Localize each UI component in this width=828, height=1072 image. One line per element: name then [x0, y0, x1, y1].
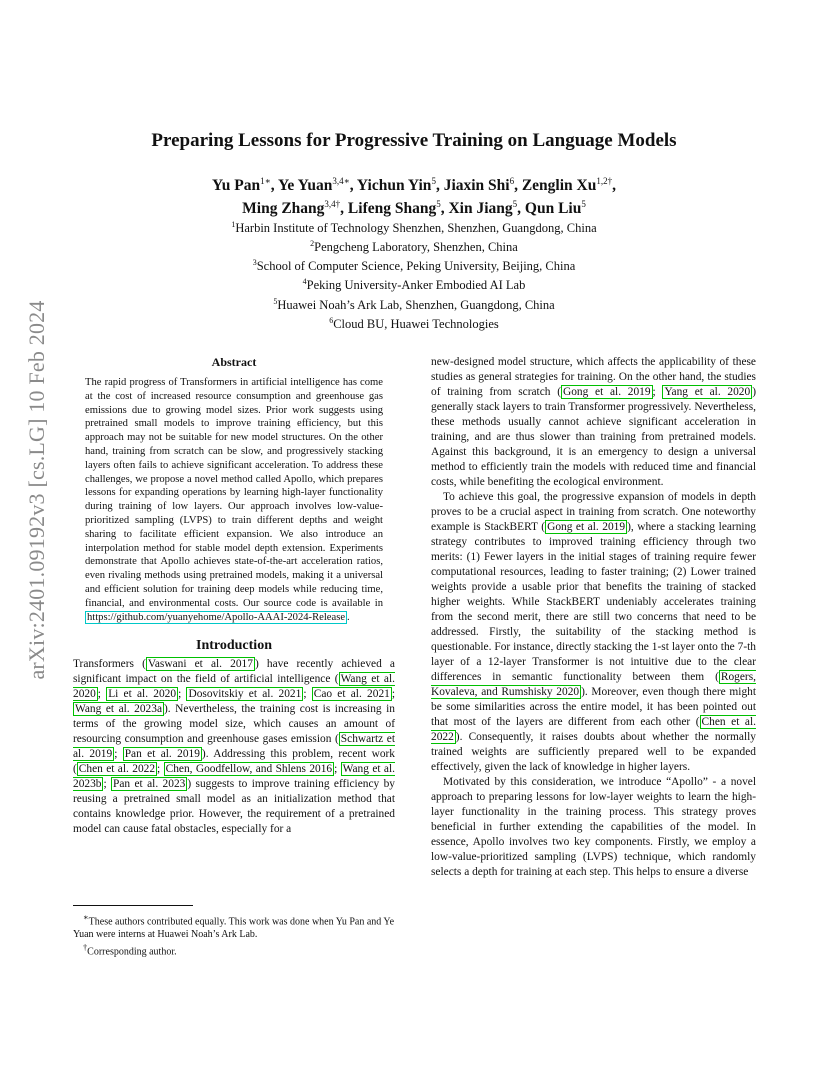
- right-paragraph-2: [431, 490, 756, 775]
- author-name: Jiaxin Shi: [443, 177, 510, 195]
- affiliation-text: Cloud BU, Huawei Technologies: [333, 316, 499, 331]
- body-text: ;: [334, 763, 341, 776]
- body-text: ). Consequently, it raises doubts about whether the normally trained weights are sufficiently prepared well to be expanded effectively, given the lack of knowledge in higher layers.: [431, 731, 756, 773]
- citation-link[interactable]: Wang et al. 2020: [73, 673, 395, 701]
- footnote: [73, 911, 395, 941]
- affiliation-line: [0, 294, 828, 313]
- author-affiliation-marker: 5: [512, 199, 518, 210]
- affiliation-list: [0, 217, 828, 332]
- abstract-body: [73, 376, 395, 624]
- affiliation-text: Harbin Institute of Technology Shenzhen, Shenzhen, Guangdong, China: [235, 221, 597, 236]
- body-text: To achieve this goal, the progressive expansion of models in depth proves to be a crucial aspect in training from scratch. One noteworthy example is StackBERT (: [431, 491, 756, 533]
- citation-link[interactable]: Schwartz et al. 2019: [73, 733, 395, 761]
- affiliation-line: [0, 274, 828, 293]
- abstract-text: The rapid progress of Transformers in artificial intelligence has come at the cost of increased resource consumption and greenhouse gas emissions due to growing model sizes. Prior work suggests using pretrained small models to improve training efficiency, but this approach may not be suitable for new model structures. On the other hand, training from scratch can be slow, and progressively stacking layers often fails to achieve significant acceleration. To address these challenges, we propose a novel method called Apollo, which prepares lessons for expanding operations by learning high-layer functionality during training of low layers. Our approach involves low-value-prioritized sampling (LVPS) to train different depths and weight sharing to facilitate efficient expansion. We also introduce an interpolation method for stable model depth extension. Experiments demonstrate that Apollo achieves state-of-the-art acceleration ratios, even rivaling methods using pretrained models, making it a universal and efficient solution for training deep models while reducing time, financial, and environmental costs. Our source code is available in: [85, 377, 383, 609]
- affiliation-marker: 1: [231, 220, 236, 229]
- body-text: Motivated by this consideration, we introduce “Apollo” - a novel approach to preparing lessons for low-layer weights to learn the high-layer functionality in the training process. This strategy proves beneficial in further extending the capabilities of the model. In essence, Apollo involves two key components. Firstly, we employ a low-value-prioritized sampling (LVPS) technique, which randomly selects a depth for training at each step. This helps to ensure a diverse: [431, 776, 756, 878]
- footnote: [73, 941, 395, 958]
- affiliation-marker: 6: [329, 315, 334, 325]
- author-name: Zenglin Xu: [521, 177, 597, 195]
- citation-link[interactable]: Chen et al. 2022: [431, 716, 756, 743]
- author-name: Yichun Yin: [356, 177, 432, 195]
- author-affiliation-marker: 3,4†: [324, 199, 341, 210]
- paper-title: Preparing Lessons for Progressive Training on Language Models: [151, 130, 677, 151]
- affiliation-text: Pengcheng Laboratory, Shenzhen, China: [314, 240, 518, 255]
- citation-link[interactable]: Cao et al. 2021: [313, 688, 390, 701]
- body-text: ) suggests to improve training efficiency by reusing a pretrained small model as an initialization method that contains knowledge prior. However, the requirement of a pretrained model can cause fatal obstacles, especially for a: [73, 778, 395, 836]
- affiliation-line: [0, 313, 828, 332]
- footnote-marker: ∗: [83, 913, 89, 922]
- body-text: ). Addressing this problem, recent work (: [73, 748, 396, 776]
- author-affiliation-marker: 5: [436, 199, 441, 210]
- citation-link[interactable]: Chen et al. 2022: [78, 763, 156, 776]
- body-text: ;: [303, 688, 312, 701]
- source-code-link[interactable]: https://github.com/yuanyehome/Apollo-AAAI-2024-Release: [87, 611, 346, 623]
- author-name: Ye Yuan: [277, 177, 333, 195]
- body-text: ;: [391, 688, 396, 701]
- author-affiliation-marker: 6: [509, 176, 515, 186]
- body-text: new-designed model structure, which affects the applicability of these studies as general strategies for training. On the other hand, the studies of training from scratch (: [431, 356, 756, 398]
- footnote-text: These authors contributed equally. This work was done when Yu Pan and Ye Yuan were interns at Huawei Noah’s Ark Lab.: [73, 916, 395, 941]
- citation-link[interactable]: Wang et al. 2023b: [73, 763, 395, 791]
- author-name: Ming Zhang: [242, 200, 325, 218]
- affiliation-text: Peking University-Anker Embodied AI Lab: [306, 278, 526, 293]
- author-affiliation-marker: 1∗: [260, 176, 271, 186]
- abstract-heading: Abstract: [211, 355, 257, 369]
- author-affiliation-marker: 3,4∗: [332, 176, 350, 186]
- affiliation-marker: 5: [273, 296, 278, 306]
- right-paragraph-3: [431, 775, 756, 880]
- introduction-heading: Introduction: [196, 638, 272, 654]
- footnotes: [73, 905, 395, 959]
- author-name: Yu Pan: [212, 177, 261, 195]
- right-paragraph-1: [431, 355, 756, 490]
- author-affiliation-marker: 5: [431, 176, 436, 186]
- intro-paragraph-1: [73, 657, 395, 837]
- citation-link[interactable]: Gong et al. 2019: [547, 521, 626, 533]
- body-text: ). Moreover, even though there might be some similarities across the entire model, it has been pointed out that most of the layers are different from each other (: [431, 686, 757, 728]
- affiliation-text: School of Computer Science, Peking University, Beijing, China: [256, 259, 576, 274]
- body-text: ) have recently achieved a significant impact on the field of artificial intelligence (: [73, 658, 395, 686]
- body-text: ). Nevertheless, the training cost is increasing in terms of the growing model size, which causes an amount of resourcing consumption and greenhouse gases emission (: [73, 703, 396, 746]
- affiliation-marker: 2: [310, 239, 315, 249]
- author-name: Lifeng Shang: [347, 200, 437, 218]
- affiliation-line: [0, 255, 828, 274]
- author-affiliation-marker: 1,2†: [596, 176, 613, 186]
- citation-link[interactable]: Gong et al. 2019: [563, 386, 651, 398]
- right-column: [431, 355, 756, 880]
- citation-link[interactable]: Li et al. 2020: [108, 688, 177, 701]
- body-text: ;: [103, 778, 112, 791]
- citation-link[interactable]: Wang et al. 2023a: [75, 703, 163, 716]
- affiliation-line: [0, 236, 828, 255]
- citation-link[interactable]: Rogers, Kovaleva, and Rumshisky 2020: [431, 671, 756, 698]
- body-text: ;: [157, 763, 164, 776]
- body-text: ) generally stack layers to train Transformer progressively. Nevertheless, these methods usually cannot achieve significant acceleration in training, and are thus slower than training from pretrained models. Against this background, it is an emergency to design a universal method to efficiently train the models with reduced time and financial costs, while benefiting the ecological environment.: [431, 386, 756, 488]
- citation-link[interactable]: Yang et al. 2020: [664, 386, 751, 398]
- body-text: ;: [178, 688, 187, 701]
- body-text: Transformers (: [73, 658, 146, 671]
- footnote-text: Corresponding author.: [87, 946, 177, 958]
- author-name: Xin Jiang: [448, 200, 513, 218]
- citation-link[interactable]: Pan et al. 2023: [113, 778, 186, 791]
- abstract-text-end: .: [347, 611, 350, 623]
- citation-link[interactable]: Chen, Goodfellow, and Shlens 2016: [165, 763, 333, 776]
- body-text: ), where a stacking learning strategy contributes to improved training efficiency through two merits: (1) Fewer layers in the initial stages of training require fewer computational resources, leading to faster training; (2) Lower trained weights provide a usable prior that benefits the training of stacked higher weights. While StackBERT undeniably accelerates training from the second merit, there are still two concerns that need to be addressed. Firstly, the suitability of the stacking method is questionable. For instance, directly stacking the 1-st layer onto the 7-th layer of a 12-layer Transformer is not intuitive due to the clear differences in semantic functionality between them (: [431, 521, 756, 683]
- arxiv-side-stamp: [22, 290, 52, 690]
- body-text: ;: [97, 688, 107, 701]
- body-text: ;: [652, 386, 663, 398]
- left-column: [73, 355, 395, 837]
- body-text: ;: [114, 748, 123, 761]
- affiliation-text: Huawei Noah’s Ark Lab, Shenzhen, Guangdong, China: [277, 297, 555, 312]
- author-list: Yu Pan$^{1∗}$, Ye Yuan$^{3,4∗}$, Yichun Yin$^5$, Jiaxin Shi$^6$, Zenglin $Xu^{1,2\dagger}$, Ming Zhang$^{3,4\dagger}$, Lifeng Shang$^5$, Xin Jiang$^5$, Qun Liu$^5$: [212, 176, 616, 218]
- arxiv-identifier: arXiv:2401.09192v3 [cs.LG] 10 Feb 2024: [24, 300, 49, 680]
- citation-link[interactable]: Pan et al. 2019: [124, 748, 200, 761]
- affiliation-marker: 3: [252, 258, 257, 268]
- author-name: Qun Liu: [524, 200, 582, 218]
- citation-link[interactable]: Vaswani et al. 2017: [147, 658, 253, 671]
- footnote-marker: †: [83, 943, 88, 953]
- citation-link[interactable]: Dosovitskiy et al. 2021: [188, 688, 302, 701]
- affiliation-marker: 4: [302, 277, 307, 287]
- affiliation-line: [0, 217, 828, 236]
- footnote-rule: [73, 905, 193, 906]
- author-affiliation-marker: 5: [581, 199, 586, 210]
